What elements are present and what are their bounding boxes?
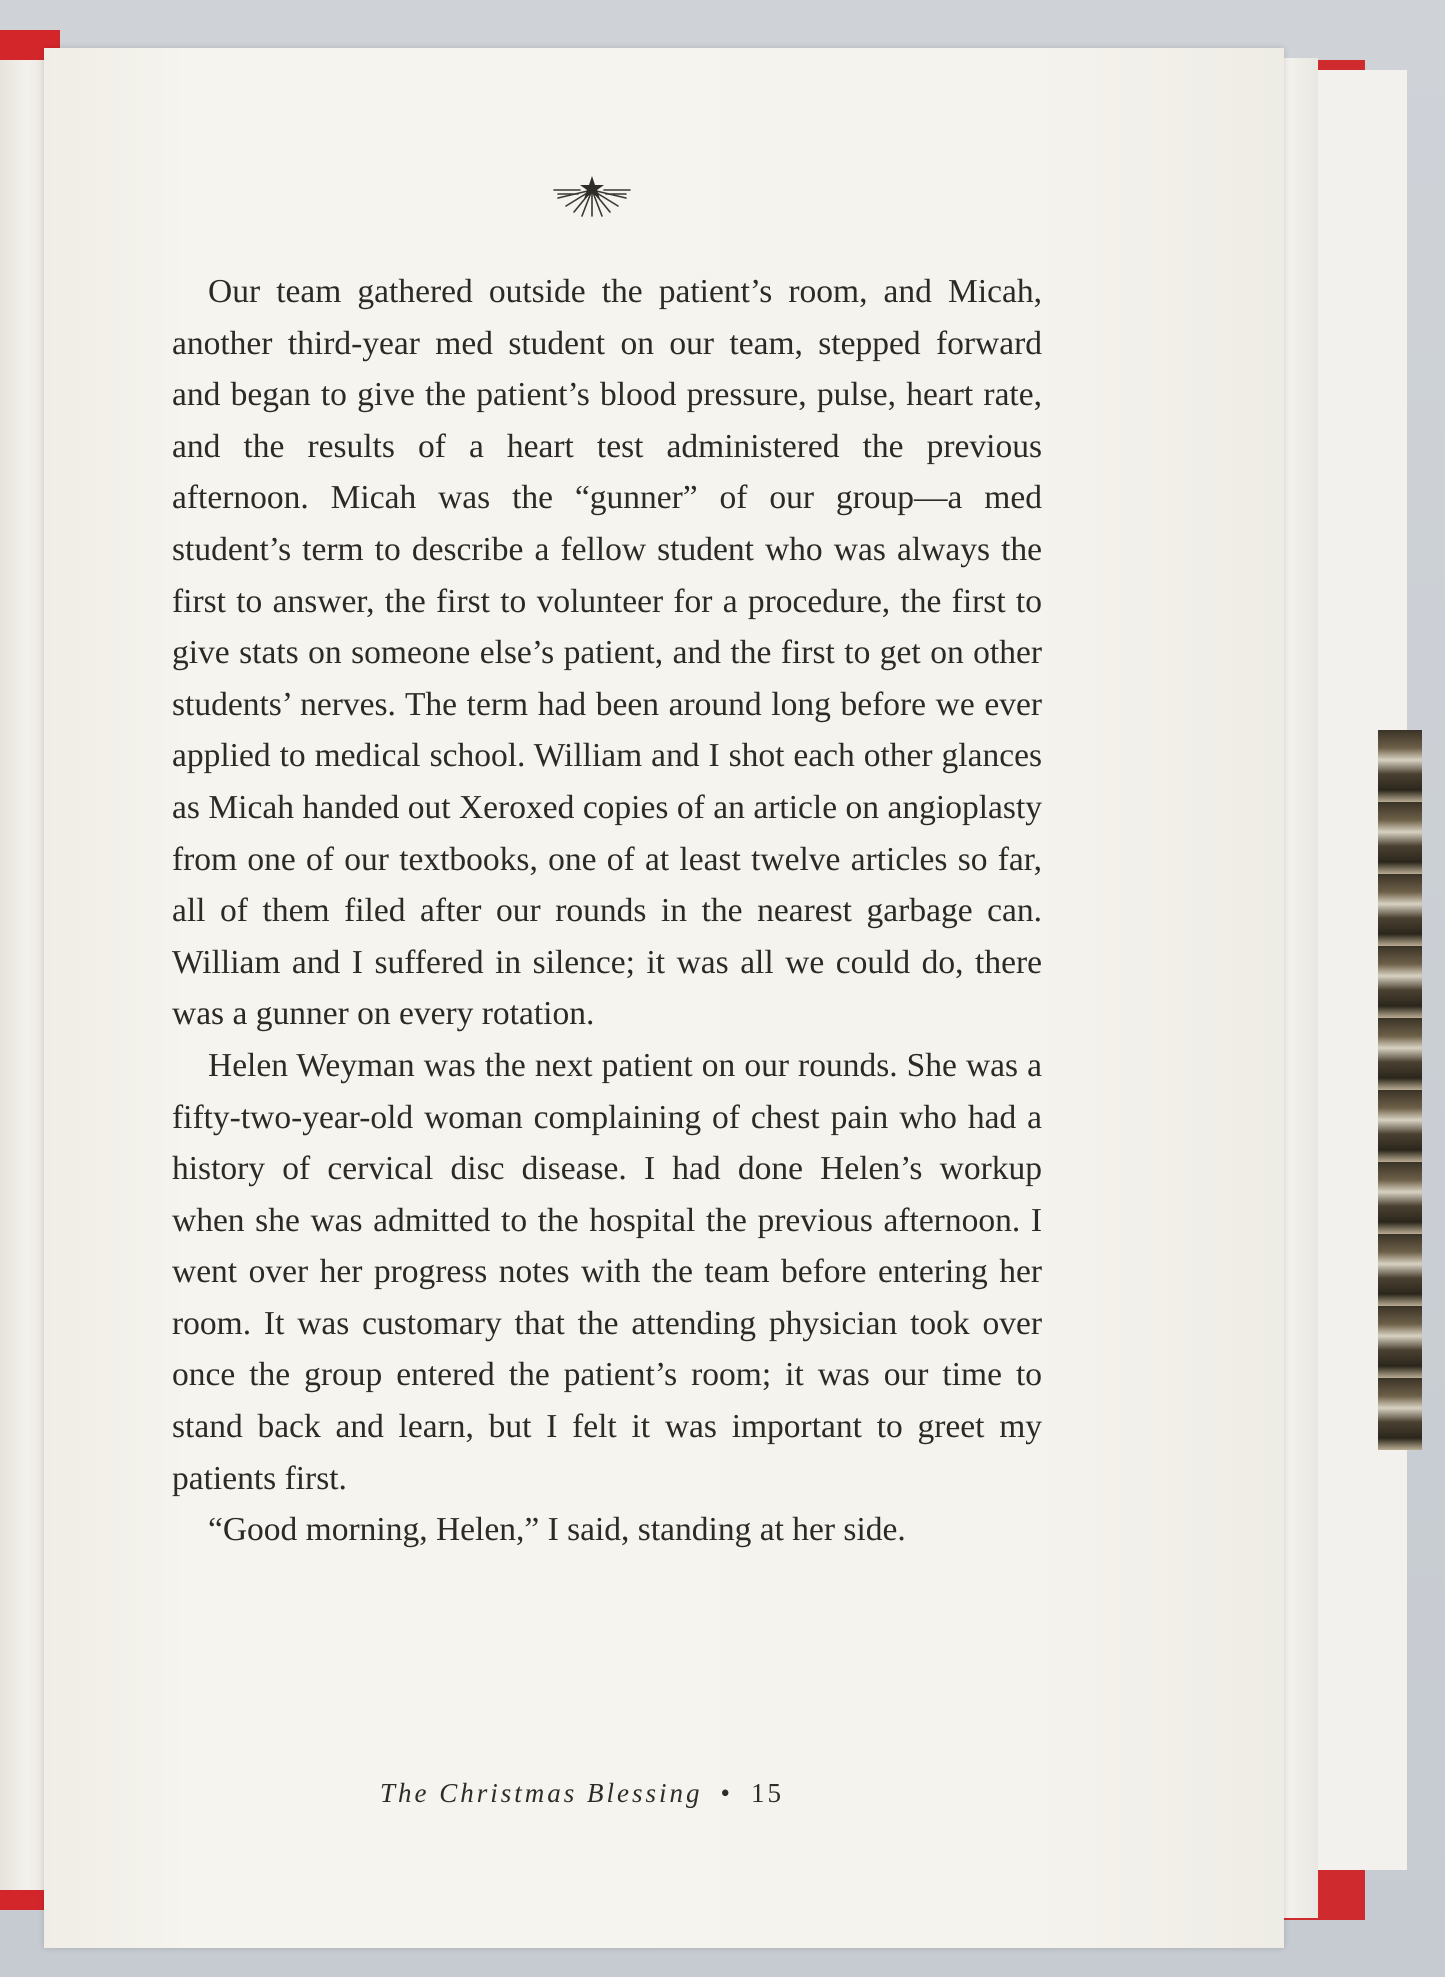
jacket-photo-strip <box>1378 730 1422 1450</box>
star-burst-ornament-icon <box>552 172 632 222</box>
paragraph-3: “Good morning, Helen,” I said, standing at her side. <box>208 1511 906 1549</box>
page-number: 15 <box>750 1778 784 1808</box>
paragraph-2: Helen Weyman was the next patient on our rounds. She was a fifty-two-year-old woman complaining of chest pain who had a history of cervical disc disease. I had done Helen’s workup when she was admitted to the hospital the previous afternoon. I went over her progress notes with the team before entering her room. It was customary that the attending physician took over once the group entered the patient’s room; it was our time to stand back and learn, but I felt it was important to greet my patients first. <box>172 1046 1042 1497</box>
body-text <box>172 266 1042 1556</box>
paragraph-1: Our team gathered outside the patient’s room, and Micah, another third-year med student on our team, stepped forward and began to give the patient’s blood pressure, pulse, heart rate, and the results of a heart test administered the previous afternoon. Micah was the “gunner” of our group—a med student’s term to describe a fellow student who was always the first to answer, the first to volunteer for a procedure, the first to give stats on someone else’s patient, and the first to get on other students’ nerves. The term had been around long before we ever applied to medical school. William and I shot each other glances as Micah handed out Xeroxed copies of an article on angioplasty from one of our textbooks, one of at least twelve articles so far, all of them filed after our rounds in the nearest garbage can. William and I suffered in silence; it was all we could do, there was a gunner on every rotation. <box>172 273 1042 1033</box>
running-footer <box>380 1778 840 1809</box>
footer-separator: • <box>720 1778 733 1808</box>
footer-book-title: The Christmas Blessing <box>380 1778 703 1808</box>
left-page-edge <box>0 60 45 1890</box>
